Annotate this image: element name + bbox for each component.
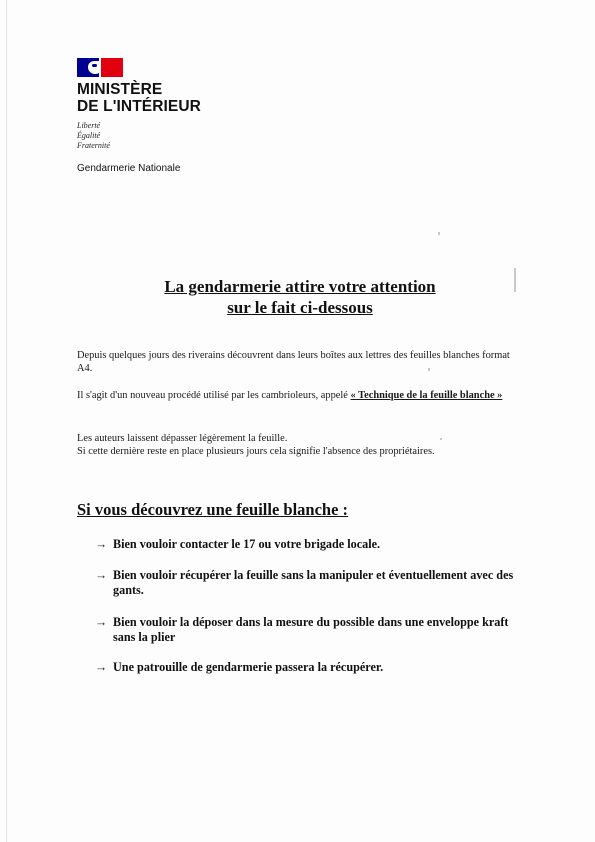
republic-motto [77, 121, 201, 151]
step-text: Bien vouloir la déposer dans la mesure du possible dans une enveloppe kraft sans la plier [113, 615, 509, 644]
paragraph-explanation-line1: Les auteurs laissent dépasser légèrement la feuille. [77, 433, 288, 444]
ministry-name [77, 81, 201, 115]
notice-title-line2: sur le fait ci-dessous [227, 298, 373, 317]
motto-liberte: Liberté [77, 121, 101, 130]
republic-flag-logo [77, 58, 123, 77]
technique-name: « Technique de la feuille blanche » [350, 390, 503, 401]
arrow-right-icon: → [95, 615, 108, 629]
scan-mark [428, 368, 430, 371]
list-item [95, 660, 525, 675]
notice-title-line1: La gendarmerie attire votre attention [164, 277, 436, 296]
arrow-right-icon: → [95, 568, 108, 582]
motto-fraternite: Fraternité [77, 141, 110, 150]
flag-red-band [101, 58, 123, 77]
arrow-right-icon: → [95, 537, 108, 551]
scan-mark [440, 438, 442, 440]
scan-mark [514, 268, 516, 292]
notice-title [0, 276, 595, 318]
ministry-name-line1: MINISTÈRE [77, 81, 163, 98]
arrow-right-icon: → [95, 660, 108, 674]
scan-edge [6, 0, 7, 842]
instructions-heading: Si vous découvrez une feuille blanche : [77, 500, 349, 519]
list-item [95, 615, 525, 645]
list-item [95, 568, 525, 598]
list-item [95, 537, 525, 552]
paragraph-explanation-line2: Si cette dernière reste en place plusieurs jours cela signifie l'absence des propriétaires. [77, 446, 435, 457]
step-text: Une patrouille de gendarmerie passera la récupérer. [113, 660, 384, 674]
marianne-icon [88, 61, 101, 74]
service-name: Gendarmerie Nationale [77, 163, 181, 174]
step-text: Bien vouloir récupérer la feuille sans la manipuler et éventuellement avec des gants. [113, 568, 514, 597]
motto-egalite: Égalité [77, 131, 101, 140]
paragraph-technique-text: Il s'agit d'un nouveau procédé utilisé par les cambrioleurs, appelé [77, 390, 351, 401]
paragraph-technique [77, 389, 522, 402]
scan-mark [438, 232, 440, 235]
instructions-list [95, 537, 525, 675]
ministry-logo-block [77, 58, 201, 174]
step-text: Bien vouloir contacter le 17 ou votre brigade locale. [113, 537, 381, 551]
paragraph-explanation [77, 432, 522, 458]
paragraph-context: Depuis quelques jours des riverains découvrent dans leurs boîtes aux lettres des feuilles blanches format A4. [77, 350, 510, 374]
ministry-name-line2: DE L'INTÉRIEUR [77, 98, 201, 115]
